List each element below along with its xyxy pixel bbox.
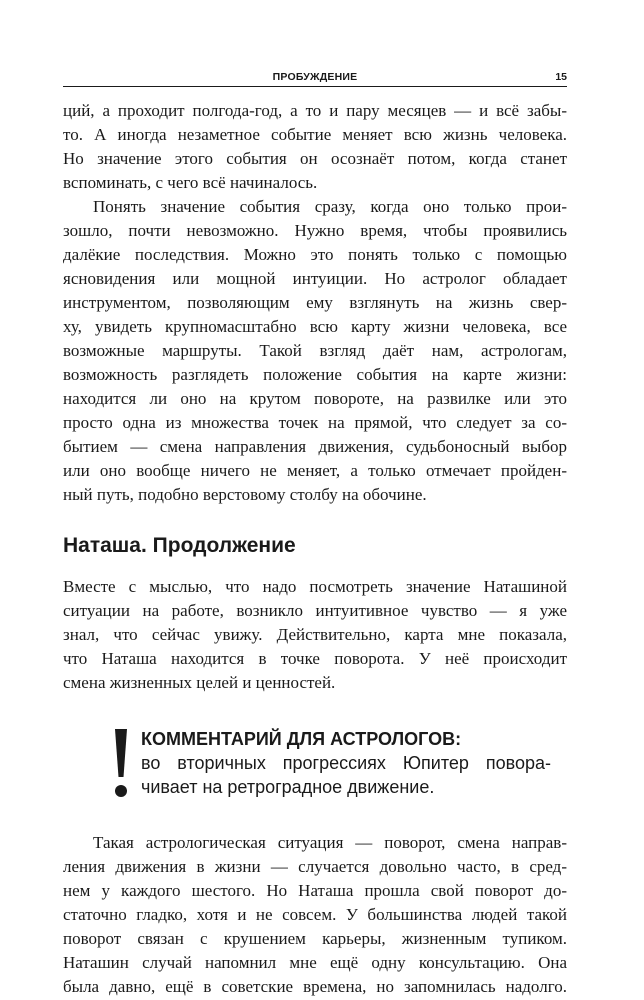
running-head-section: ПРОБУЖДЕНИЕ xyxy=(272,71,358,83)
text-line: Понять значение события сразу, когда оно только прои- xyxy=(93,197,567,216)
text-line: далёкие последствия. Можно это понять только с помощью xyxy=(63,245,567,264)
text-line: была давно, ещё в советские времена, но запомнилась надолго. xyxy=(63,977,567,996)
text-line: поворот связан с крушением карьеры, жизненным тупиком. xyxy=(63,929,567,948)
text-line: Но значение этого события он осознаёт потом, когда станет xyxy=(63,149,567,168)
text-line: возможные маршруты. Такой взгляд даёт нам, астрологам, xyxy=(63,341,567,360)
book-page xyxy=(63,68,567,999)
page-number: 15 xyxy=(555,71,567,83)
paragraph-3 xyxy=(63,575,567,695)
text-line: зошло, почти невозможно. Нужно время, чтобы проявились xyxy=(63,221,567,240)
text-line: ный путь, подобно верстовому столбу на обочине. xyxy=(63,485,427,504)
section-heading: Наташа. Продолжение xyxy=(63,534,296,557)
text-line: смена жизненных целей и ценностей. xyxy=(63,673,336,692)
text-line: ций, а проходит полгода-год, а то и пару месяцев — и всё забы- xyxy=(63,101,567,120)
text-line: или оно вообще ничего не меняет, а только отмечает пройден- xyxy=(63,461,567,480)
text-line: знал, что сейчас увижу. Действительно, карта мне показала, xyxy=(63,625,567,644)
callout-text xyxy=(141,727,551,799)
text-line: ясновидения или мощной интуиции. Но астролог обладает xyxy=(63,269,567,288)
text-line: ху, увидеть крупномасштабно всю карту жизни человека, все xyxy=(63,317,567,336)
text-line: бытием — смена направления движения, судьбоносный выбор xyxy=(63,437,567,456)
text-line: возможность разглядеть положение события на карте жизни: xyxy=(63,365,567,384)
astrologer-comment-callout xyxy=(111,727,567,803)
text-line: статочно гладко, хотя и не совсем. У большинства людей такой xyxy=(63,905,567,924)
text-line: нем у каждого шестого. Но Наташа прошла свой поворот до- xyxy=(63,881,567,900)
text-line: то. А иногда незаметное событие меняет всю жизнь человека. xyxy=(63,125,567,144)
callout-body xyxy=(141,751,551,799)
text-line: что Наташа находится в точке поворота. У неё происходит xyxy=(63,649,567,668)
text-line: Такая астрологическая ситуация — поворот, смена направ- xyxy=(93,833,567,852)
text-line: ления движения в жизни — случается довольно часто, в сред- xyxy=(63,857,567,876)
paragraph-2 xyxy=(63,195,567,507)
callout-line: во вторичных прогрессиях Юпитер повора- xyxy=(141,753,551,773)
running-head xyxy=(63,68,567,87)
text-line: просто одна из множества точек на прямой, что следует за со- xyxy=(63,413,567,432)
exclamation-icon xyxy=(111,727,131,799)
text-line: вспоминать, с чего всё начиналось. xyxy=(63,173,318,192)
callout-line: чивает на ретроградное движение. xyxy=(141,777,435,797)
callout-title: КОММЕНТАРИЙ ДЛЯ АСТРОЛОГОВ: xyxy=(141,729,462,749)
text-line: ситуации на работе, возникло интуитивное чувство — я уже xyxy=(63,601,567,620)
paragraph-4 xyxy=(63,831,567,999)
text-line: Вместе с мыслью, что надо посмотреть значение Наташиной xyxy=(63,577,567,596)
text-line: находится ли оно на крутом повороте, на развилке или это xyxy=(63,389,567,408)
text-line: инструментом, позволяющим ему взглянуть на жизнь свер- xyxy=(63,293,567,312)
paragraph-1 xyxy=(63,99,567,195)
text-line: Наташин случай напомнил мне ещё одну консультацию. Она xyxy=(63,953,567,972)
